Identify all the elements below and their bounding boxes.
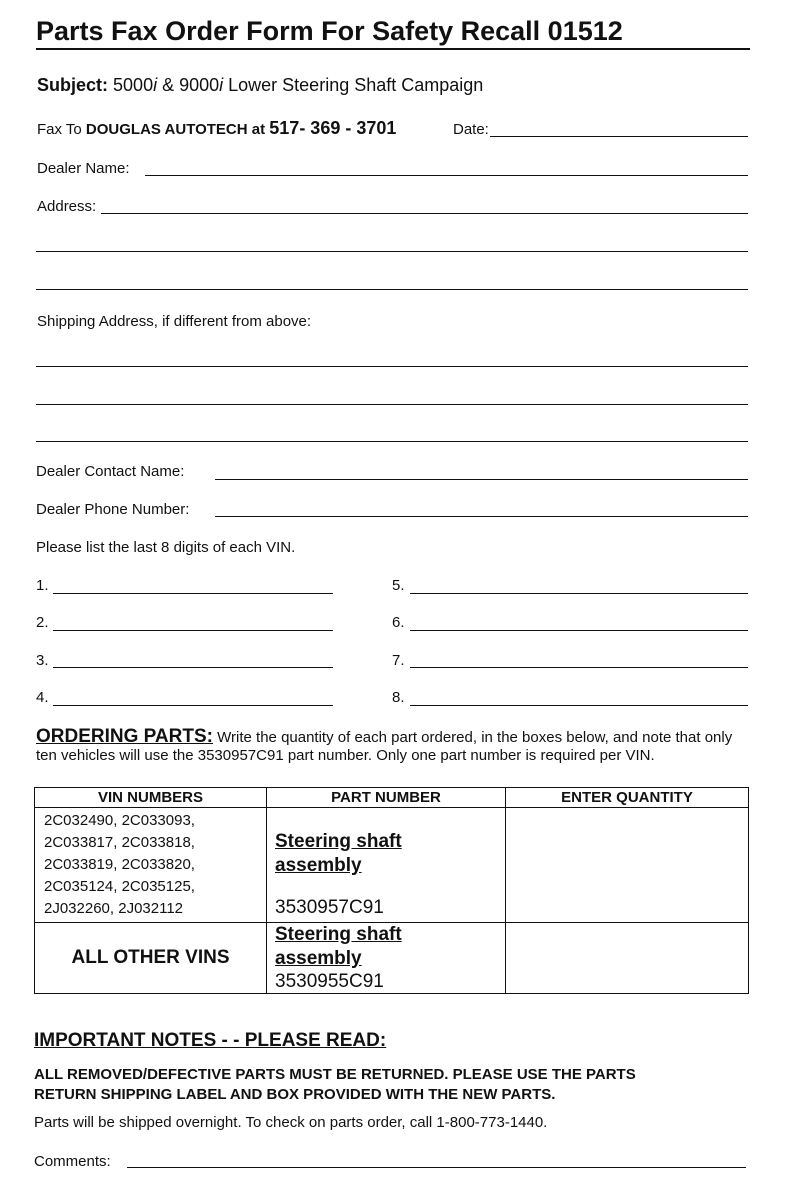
vin-list-cell: [35, 808, 267, 923]
ordering-text: Write the quantity of each part ordered, in the boxes below, and note that only ten vehicles will use the 3530957C91 part number. Only one part number is required per VIN.: [36, 729, 733, 764]
vin-field-2[interactable]: [53, 630, 333, 631]
subject-rest: Lower Steering Shaft Campaign: [223, 75, 484, 95]
dealer-name-field[interactable]: [145, 175, 748, 176]
fax-at: at: [247, 121, 270, 138]
dealer-name-label: Dealer Name:: [37, 160, 130, 177]
part-name-line: assembly: [275, 855, 362, 876]
part-name-line: assembly: [275, 948, 362, 969]
parts-table: [34, 787, 749, 994]
vin-number-8: 8.: [392, 689, 405, 706]
shipping-notice: Parts will be shipped overnight. To check on parts order, call 1-800-773-1440.: [34, 1114, 548, 1131]
vin-number-7: 7.: [392, 652, 405, 669]
vin-number-1: 1.: [36, 577, 49, 594]
all-other-vins-cell: ALL OTHER VINS: [35, 923, 267, 994]
model-suffix-a: i: [153, 75, 158, 95]
comments-field[interactable]: [127, 1167, 746, 1168]
return-parts-notice: [34, 1065, 754, 1105]
part-name-line: Steering shaft: [275, 831, 402, 852]
vin-field-1[interactable]: [53, 593, 333, 594]
dealer-contact-label: Dealer Contact Name:: [36, 463, 185, 480]
header-part-number: PART NUMBER: [267, 788, 506, 808]
model-b: 9000: [179, 75, 220, 95]
parts-table-header: [35, 788, 749, 808]
vin-field-4[interactable]: [53, 705, 333, 706]
fax-prefix: Fax To: [37, 121, 86, 138]
address-label: Address:: [37, 198, 97, 215]
vin-list-line: 2C032490, 2C033093,: [44, 812, 195, 829]
ordering-heading: ORDERING PARTS:: [36, 726, 213, 747]
address-field-3[interactable]: [36, 289, 748, 290]
table-row: [35, 923, 749, 994]
return-notice-line: ALL REMOVED/DEFECTIVE PARTS MUST BE RETURNED. PLEASE USE THE PARTS: [34, 1066, 636, 1083]
header-enter-quantity: ENTER QUANTITY: [506, 788, 749, 808]
date-label: Date:: [453, 121, 489, 138]
vin-list-line: 2J032260, 2J032112: [44, 900, 184, 917]
table-row: [35, 808, 749, 923]
address-field-1[interactable]: [101, 213, 748, 214]
return-notice-line: RETURN SHIPPING LABEL AND BOX PROVIDED WITH THE NEW PARTS.: [34, 1086, 556, 1103]
vin-field-7[interactable]: [410, 667, 748, 668]
fax-line: [37, 118, 396, 139]
part-name-line: Steering shaft: [275, 924, 402, 945]
model-a: 5000: [113, 75, 154, 95]
subject-label: Subject:: [37, 75, 109, 95]
shipping-address-field-1[interactable]: [36, 366, 748, 367]
vin-list-line: 2C033817, 2C033818,: [44, 834, 195, 851]
address-field-2[interactable]: [36, 251, 748, 252]
date-field[interactable]: [490, 136, 748, 137]
subject-line: [37, 75, 483, 96]
important-notes-heading: IMPORTANT NOTES - - PLEASE READ:: [34, 1030, 387, 1051]
model-suffix-b: i: [219, 75, 224, 95]
part-number: 3530955C91: [275, 971, 384, 992]
shipping-address-label: Shipping Address, if different from above:: [37, 313, 312, 330]
shipping-address-field-2[interactable]: [36, 404, 748, 405]
dealer-contact-field[interactable]: [215, 479, 748, 480]
vin-list-line: 2C033819, 2C033820,: [44, 856, 195, 873]
vin-field-5[interactable]: [410, 593, 748, 594]
vin-field-3[interactable]: [53, 667, 333, 668]
vin-number-4: 4.: [36, 689, 49, 706]
dealer-phone-label: Dealer Phone Number:: [36, 501, 190, 518]
page-title: Parts Fax Order Form For Safety Recall 01512: [36, 16, 750, 50]
vin-field-6[interactable]: [410, 630, 748, 631]
comments-label: Comments:: [34, 1153, 111, 1170]
part-cell: [267, 808, 506, 923]
subject-amp: &: [157, 75, 180, 95]
fax-phone: 517- 369 - 3701: [269, 118, 397, 138]
part-number: 3530957C91: [275, 897, 384, 918]
vin-number-2: 2.: [36, 614, 49, 631]
part-cell: [267, 923, 506, 994]
quantity-input-cell[interactable]: [506, 808, 749, 923]
vin-number-6: 6.: [392, 614, 405, 631]
vin-instruction: Please list the last 8 digits of each VIN.: [36, 539, 296, 556]
vin-number-5: 5.: [392, 577, 405, 594]
vin-number-3: 3.: [36, 652, 49, 669]
vin-field-8[interactable]: [410, 705, 748, 706]
ordering-parts-paragraph: [36, 728, 754, 765]
dealer-phone-field[interactable]: [215, 516, 748, 517]
shipping-address-field-3[interactable]: [36, 441, 748, 442]
header-vin-numbers: VIN NUMBERS: [35, 788, 267, 808]
vin-list-line: 2C035124, 2C035125,: [44, 878, 195, 895]
fax-company: DOUGLAS AUTOTECH: [85, 121, 248, 138]
quantity-input-cell[interactable]: [506, 923, 749, 994]
